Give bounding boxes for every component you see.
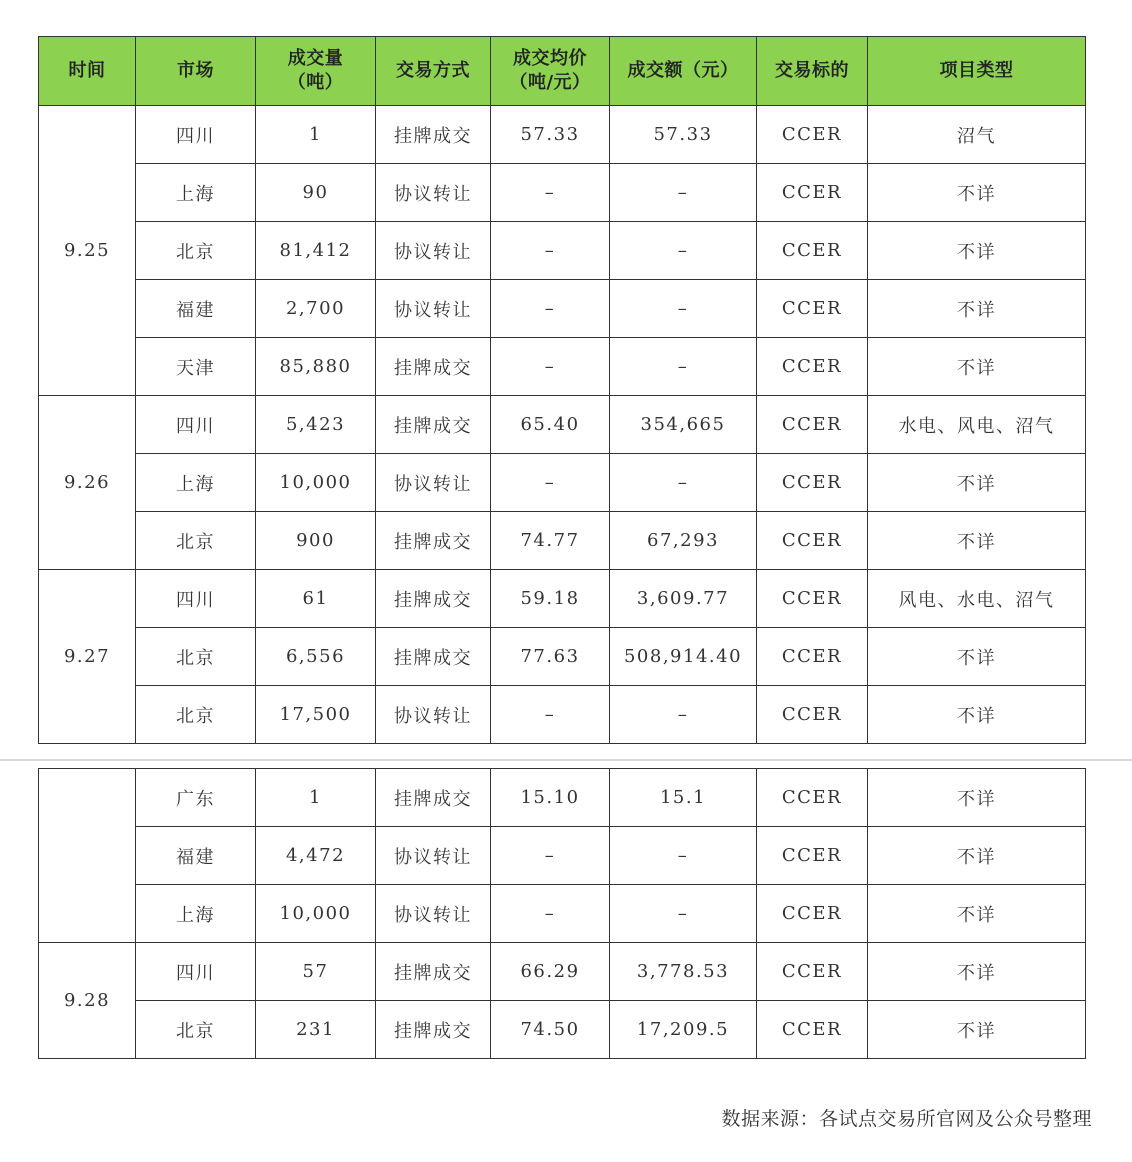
table-header-row	[39, 37, 1086, 106]
subject-cell: CCER	[757, 396, 868, 454]
subject-cell: CCER	[757, 686, 868, 744]
market-cell: 福建	[136, 827, 256, 885]
date-cell: 9.28	[39, 943, 136, 1059]
table-row	[39, 769, 1086, 827]
trade-method-cell: 协议转让	[376, 280, 491, 338]
header-avg-price	[491, 37, 610, 106]
trade-method-cell: 挂牌成交	[376, 338, 491, 396]
market-cell: 北京	[136, 686, 256, 744]
table-row	[39, 827, 1086, 885]
market-cell: 福建	[136, 280, 256, 338]
avg-price-cell: –	[491, 222, 610, 280]
table-row	[39, 885, 1086, 943]
project-type-cell: 水电、风电、沼气	[868, 396, 1086, 454]
project-type-cell: 不详	[868, 454, 1086, 512]
volume-cell: 4,472	[256, 827, 376, 885]
avg-price-cell: –	[491, 164, 610, 222]
table-body-bottom	[39, 769, 1086, 1059]
amount-cell: 15.1	[610, 769, 757, 827]
trade-table-bottom	[38, 768, 1086, 1059]
market-cell: 四川	[136, 396, 256, 454]
subject-cell: CCER	[757, 512, 868, 570]
amount-cell: –	[610, 280, 757, 338]
market-cell: 北京	[136, 1001, 256, 1059]
amount-cell: –	[610, 454, 757, 512]
project-type-cell: 不详	[868, 885, 1086, 943]
market-cell: 四川	[136, 106, 256, 164]
avg-price-cell: –	[491, 280, 610, 338]
trade-method-cell: 协议转让	[376, 827, 491, 885]
project-type-cell: 不详	[868, 686, 1086, 744]
subject-cell: CCER	[757, 885, 868, 943]
header-time: 时间	[39, 37, 136, 106]
page-divider	[0, 759, 1132, 761]
table-row	[39, 570, 1086, 628]
subject-cell: CCER	[757, 280, 868, 338]
amount-cell: 17,209.5	[610, 1001, 757, 1059]
header-avg-price-line2: （吨/元）	[509, 72, 591, 93]
amount-cell: 3,609.77	[610, 570, 757, 628]
subject-cell: CCER	[757, 164, 868, 222]
project-type-cell: 不详	[868, 338, 1086, 396]
table-row	[39, 164, 1086, 222]
volume-cell: 81,412	[256, 222, 376, 280]
trade-method-cell: 协议转让	[376, 686, 491, 744]
subject-cell: CCER	[757, 943, 868, 1001]
trade-method-cell: 协议转让	[376, 885, 491, 943]
avg-price-cell: –	[491, 686, 610, 744]
project-type-cell: 不详	[868, 280, 1086, 338]
date-cell: 9.26	[39, 396, 136, 570]
table-row	[39, 222, 1086, 280]
volume-cell: 5,423	[256, 396, 376, 454]
volume-cell: 10,000	[256, 454, 376, 512]
market-cell: 上海	[136, 885, 256, 943]
table-row	[39, 1001, 1086, 1059]
avg-price-cell: –	[491, 338, 610, 396]
volume-cell: 61	[256, 570, 376, 628]
volume-cell: 231	[256, 1001, 376, 1059]
market-cell: 上海	[136, 164, 256, 222]
header-avg-price-line1: 成交均价	[513, 48, 587, 69]
project-type-cell: 不详	[868, 769, 1086, 827]
amount-cell: –	[610, 164, 757, 222]
amount-cell: –	[610, 885, 757, 943]
date-cell	[39, 769, 136, 943]
trade-method-cell: 挂牌成交	[376, 512, 491, 570]
header-subject: 交易标的	[757, 37, 868, 106]
table-row	[39, 280, 1086, 338]
subject-cell: CCER	[757, 222, 868, 280]
market-cell: 上海	[136, 454, 256, 512]
table-row	[39, 628, 1086, 686]
table-row	[39, 106, 1086, 164]
volume-cell: 10,000	[256, 885, 376, 943]
table-row	[39, 338, 1086, 396]
table-row	[39, 454, 1086, 512]
header-market: 市场	[136, 37, 256, 106]
trade-method-cell: 协议转让	[376, 222, 491, 280]
amount-cell: –	[610, 827, 757, 885]
amount-cell: 3,778.53	[610, 943, 757, 1001]
table-row	[39, 396, 1086, 454]
amount-cell: 57.33	[610, 106, 757, 164]
avg-price-cell: 65.40	[491, 396, 610, 454]
project-type-cell: 不详	[868, 628, 1086, 686]
volume-cell: 85,880	[256, 338, 376, 396]
volume-cell: 2,700	[256, 280, 376, 338]
project-type-cell: 不详	[868, 943, 1086, 1001]
source-note: 数据来源：各试点交易所官网及公众号整理	[721, 1108, 1092, 1130]
market-cell: 四川	[136, 943, 256, 1001]
trade-method-cell: 挂牌成交	[376, 106, 491, 164]
trade-method-cell: 协议转让	[376, 454, 491, 512]
subject-cell: CCER	[757, 827, 868, 885]
market-cell: 北京	[136, 222, 256, 280]
project-type-cell: 不详	[868, 222, 1086, 280]
avg-price-cell: 74.50	[491, 1001, 610, 1059]
avg-price-cell: 15.10	[491, 769, 610, 827]
trade-method-cell: 挂牌成交	[376, 570, 491, 628]
header-volume	[256, 37, 376, 106]
avg-price-cell: –	[491, 827, 610, 885]
project-type-cell: 不详	[868, 164, 1086, 222]
table-row	[39, 512, 1086, 570]
project-type-cell: 不详	[868, 512, 1086, 570]
amount-cell: –	[610, 222, 757, 280]
project-type-cell: 风电、水电、沼气	[868, 570, 1086, 628]
header-volume-line2: （吨）	[287, 72, 344, 93]
trade-method-cell: 挂牌成交	[376, 1001, 491, 1059]
avg-price-cell: 74.77	[491, 512, 610, 570]
market-cell: 北京	[136, 628, 256, 686]
amount-cell: –	[610, 338, 757, 396]
trade-method-cell: 挂牌成交	[376, 769, 491, 827]
project-type-cell: 不详	[868, 1001, 1086, 1059]
amount-cell: 67,293	[610, 512, 757, 570]
project-type-cell: 不详	[868, 827, 1086, 885]
table-row	[39, 943, 1086, 1001]
amount-cell: –	[610, 686, 757, 744]
volume-cell: 6,556	[256, 628, 376, 686]
date-cell: 9.25	[39, 106, 136, 396]
trade-method-cell: 挂牌成交	[376, 943, 491, 1001]
date-cell: 9.27	[39, 570, 136, 744]
trade-table-top	[38, 36, 1086, 744]
subject-cell: CCER	[757, 628, 868, 686]
table-row	[39, 686, 1086, 744]
subject-cell: CCER	[757, 106, 868, 164]
volume-cell: 1	[256, 106, 376, 164]
volume-cell: 17,500	[256, 686, 376, 744]
trade-method-cell: 挂牌成交	[376, 396, 491, 454]
subject-cell: CCER	[757, 454, 868, 512]
header-project-type: 项目类型	[868, 37, 1086, 106]
avg-price-cell: 66.29	[491, 943, 610, 1001]
header-trade-method: 交易方式	[376, 37, 491, 106]
subject-cell: CCER	[757, 1001, 868, 1059]
table-body-top	[39, 106, 1086, 744]
market-cell: 天津	[136, 338, 256, 396]
volume-cell: 57	[256, 943, 376, 1001]
amount-cell: 508,914.40	[610, 628, 757, 686]
avg-price-cell: –	[491, 885, 610, 943]
subject-cell: CCER	[757, 769, 868, 827]
amount-cell: 354,665	[610, 396, 757, 454]
avg-price-cell: –	[491, 454, 610, 512]
trade-method-cell: 挂牌成交	[376, 628, 491, 686]
avg-price-cell: 59.18	[491, 570, 610, 628]
header-volume-line1: 成交量	[287, 48, 344, 69]
avg-price-cell: 77.63	[491, 628, 610, 686]
avg-price-cell: 57.33	[491, 106, 610, 164]
subject-cell: CCER	[757, 338, 868, 396]
header-amount: 成交额（元）	[610, 37, 757, 106]
trade-method-cell: 协议转让	[376, 164, 491, 222]
volume-cell: 1	[256, 769, 376, 827]
market-cell: 广东	[136, 769, 256, 827]
volume-cell: 900	[256, 512, 376, 570]
market-cell: 四川	[136, 570, 256, 628]
market-cell: 北京	[136, 512, 256, 570]
subject-cell: CCER	[757, 570, 868, 628]
volume-cell: 90	[256, 164, 376, 222]
project-type-cell: 沼气	[868, 106, 1086, 164]
